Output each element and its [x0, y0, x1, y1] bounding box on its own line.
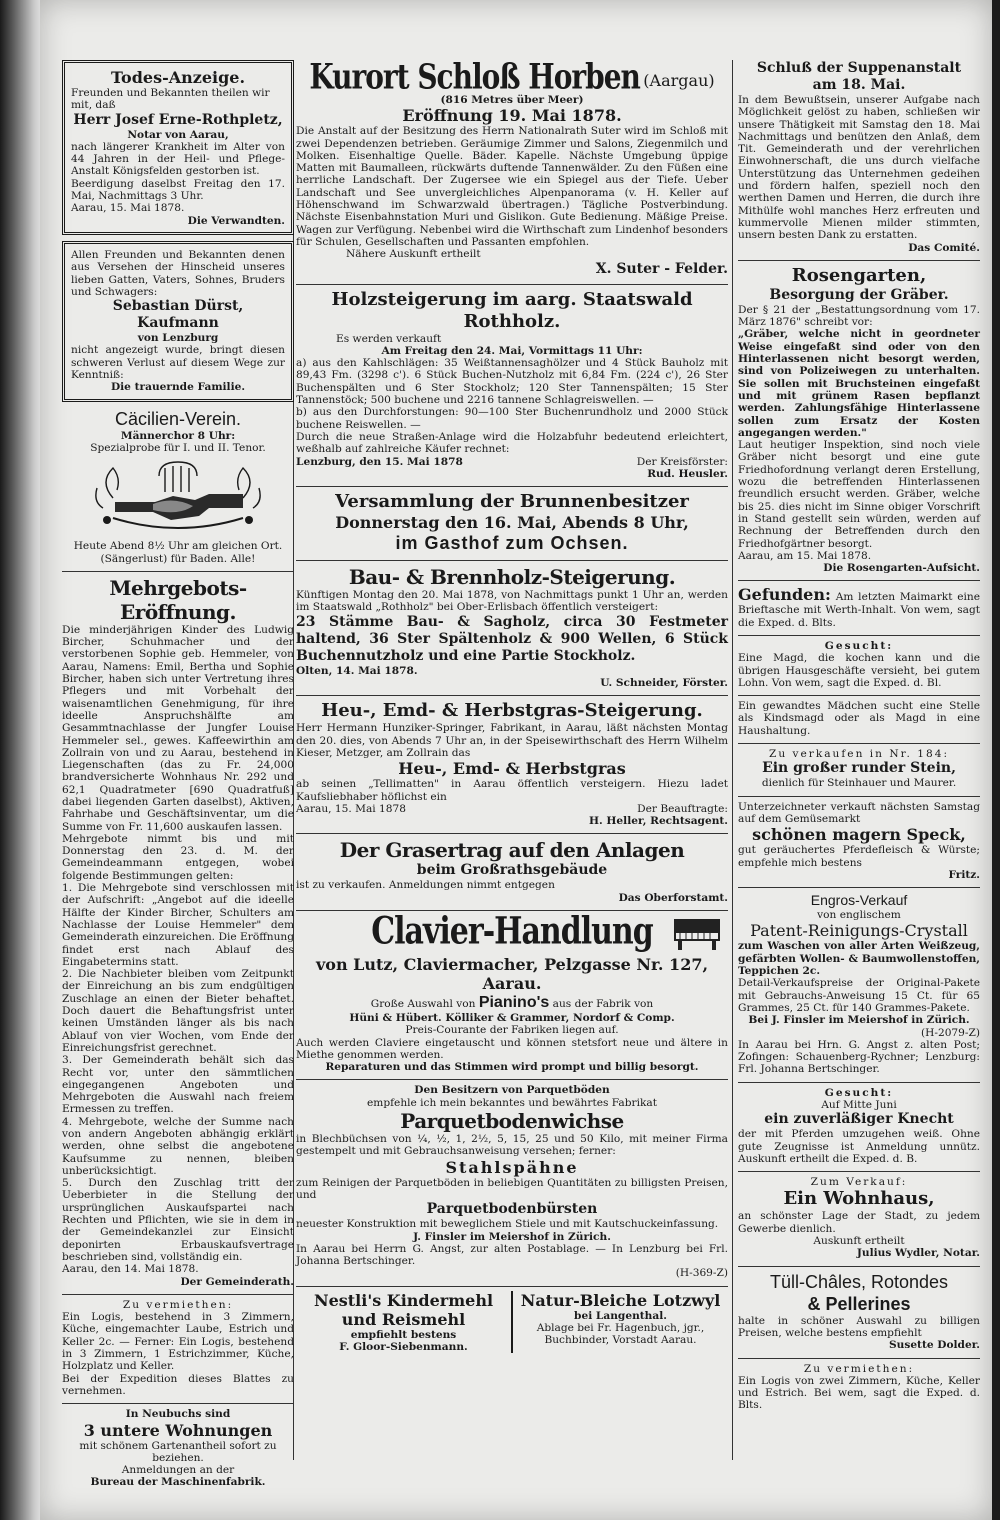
ad-signature: X. Suter - Felder.	[595, 260, 728, 277]
ad-text: Bei der Expedition dieses Blattes zu vernehmen.	[62, 1372, 294, 1397]
ad-signature: Bureau der Maschinenfabrik.	[90, 1476, 266, 1489]
ad-signature: J. Finsler im Meiershof in Zürich.	[413, 1230, 611, 1243]
divider	[62, 1294, 294, 1295]
ad-text: Große Auswahl von	[370, 997, 476, 1010]
ad-holzsteigerung	[296, 289, 728, 481]
ad-title: Holzsteigerung im aarg. Staatswald Rothholz.	[331, 288, 693, 332]
column-right	[738, 60, 980, 1418]
ad-text: Notar von Aarau,	[127, 128, 229, 141]
ad-text: In Aarau bei Hrn. G. Angst z. alten Post; Zofingen: Schauenberg-Rychner; Lenzburg: Frl. Johanna Bertschinger.	[738, 1038, 980, 1076]
ad-text: nicht angezeigt wurde, bringt diesen schweren Verlust auf diesem Wege zur Kenntniß:	[71, 344, 285, 382]
ad-gesucht-magd	[738, 640, 980, 689]
ad-text: Mehrgebote nimmt bis und mit Donnerstag den 23. d. M. der Gemeindeammann entgegen, wobei folgende Bestimmungen gelten:	[62, 832, 294, 882]
ad-text: an schönster Lage der Stadt, zu jedem Gewerbe dienlich.	[738, 1210, 980, 1235]
ad-wohnhaus	[738, 1176, 980, 1259]
ad-text: von englischem	[817, 909, 901, 922]
divider	[296, 695, 728, 696]
ad-rosengarten	[738, 265, 980, 575]
divider	[296, 1286, 728, 1287]
ad-text: Bei J. Finsler im Meiershof in Zürich.	[748, 1014, 970, 1027]
ad-text: Preis-Courante der Fabriken liegen auf.	[405, 1024, 619, 1037]
ad-subtitle: von Lutz, Claviermacher, Pelzgasse Nr. 127, Aarau.	[315, 954, 709, 993]
ad-title: Versammlung der Brunnenbesitzer	[335, 491, 689, 513]
ad-signature: Julius Wydler, Notar.	[856, 1247, 980, 1260]
handshake-lyre-emblem-icon	[93, 458, 263, 536]
divider	[62, 1403, 294, 1404]
ad-text: Anmeldungen an der	[121, 1464, 235, 1477]
ad-text: Den Besitzern von Parquetböden	[414, 1084, 610, 1097]
ad-text: Der Kreisförster:	[636, 455, 728, 468]
ad-text: in Blechbüchsen von ¼, ½, 1, 2½, 5, 15, 25 und 50 Kilo, mit meiner Firma gestempelt und mit Gebrauchsanweisung versehen; ferner:	[296, 1133, 728, 1158]
ad-signature: Die Rosengarten-Aufsicht.	[823, 562, 980, 575]
ad-signature: Das Oberforstamt.	[618, 891, 728, 904]
ad-text: von Lenzburg	[137, 332, 219, 345]
ad-kurort	[296, 55, 728, 278]
ad-title: Ein großer runder Stein,	[762, 760, 956, 777]
ad-subtitle: Stahlspähne	[445, 1157, 579, 1177]
ad-subtitle: ein zuverläßiger Knecht	[764, 1111, 954, 1128]
divider	[296, 833, 728, 834]
ad-text: Eine Magd, die kochen kann und die übrigen Hausgeschäfte versieht, bei gutem Lohn. Von wem, sagt die Exped. d. Bl.	[738, 652, 980, 689]
ad-text: 4. Mehrgebote, welche der Summe nach von andern Angeboten abhängig erklärt werden, ohne selbst die angebotene Kaufsumme zu nennen, bleiben unberücksichtigt.	[62, 1115, 294, 1177]
divider	[738, 1266, 980, 1267]
ad-bau-brennholz	[296, 565, 728, 689]
ad-signature: Rud. Heusler.	[647, 467, 728, 480]
ad-title: Schluß der Suppenanstalt	[756, 60, 962, 76]
ad-nestle	[296, 1291, 511, 1354]
ad-grasertrag	[296, 838, 728, 904]
ad-subtitle: Patent-Reinigungs-Crystall	[750, 921, 968, 941]
ad-highlight: Pianino's	[478, 993, 550, 1011]
ad-mehrgebot	[62, 576, 294, 1288]
ad-title: Natur-Bleiche Lotzwyl	[520, 1290, 721, 1310]
ad-text: Auf Mitte Juni	[821, 1099, 897, 1111]
ad-text: Ablage bei Fr. Hagenbuch, jgr., Buchbinder, Vorstadt Aarau.	[536, 1322, 705, 1347]
ad-text: Auskunft ertheilt	[813, 1235, 905, 1248]
divider	[738, 635, 980, 636]
ad-title: Zu vermiethen:	[803, 1362, 915, 1375]
ad-heu	[296, 700, 728, 827]
divider	[296, 560, 728, 561]
ad-subtitle: am 18. Mai.	[812, 77, 906, 93]
ad-text: dienlich für Steinhauer und Maurer.	[761, 777, 957, 790]
ad-text: 3. Der Gemeinderath behält sich das Recht vor, unter den sämmtlichen eingegangenen Angeboten und Mehrgeboten die Auswahl nach freiem Ermessen zu treffen.	[62, 1054, 294, 1116]
ad-suppenanstalt	[738, 60, 980, 254]
divider	[738, 743, 980, 744]
ad-row-bottom	[296, 1291, 728, 1360]
divider	[738, 1082, 980, 1083]
ad-text: 1. Die Mehrgebote sind verschlossen mit der Aufschrift: „Angebot auf die ideelle Hälfte der Kinder Bircher, Schulters am Nachlasse der Louise Hemmeler" dem Gemeinderath einzureichen. Die Eröffnung findet erst nach Ablauf des Eingabetermins statt.	[62, 882, 294, 968]
ad-text: der mit Pferden umzugehen weiß. Ohne gute Zeugnisse ist Anmeldung unnütz. Auskunft ertheilt die Exped. d. B.	[738, 1128, 980, 1165]
ad-text: Beerdigung daselbst Freitag den 17. Mai, Nachmittags 3 Uhr.	[71, 177, 285, 203]
ad-title: Tüll-Châles, Rotondes	[769, 1271, 949, 1292]
ad-engros	[738, 892, 980, 1076]
ad-title: Clavier-Handlung	[371, 909, 653, 954]
ad-title: Ein Wohnhaus,	[783, 1188, 935, 1210]
ad-title: Der Grasertrag auf den Anlagen	[339, 838, 685, 863]
ad-text: Reparaturen und das Stimmen wird prompt und billig besorgt.	[325, 1061, 699, 1074]
ad-title: Mehrgebots-Eröffnung.	[109, 575, 247, 624]
ad-text: Am letzten Maimarkt eine Brieftasche mit Werth-Inhalt. Von wem, sagt die Exped. d. Blts.	[738, 591, 981, 629]
ad-duerst	[62, 241, 294, 402]
ad-text: Unterzeichneter verkauft nächsten Samstag auf dem Gemüsemarkt	[738, 800, 980, 825]
ad-date: Aarau, am 15. Mai 1878.	[738, 549, 872, 562]
ad-date: Aarau, den 14. Mai 1878.	[62, 1263, 199, 1276]
ad-text: Es werden verkauft	[336, 332, 442, 345]
ad-subtitle: Eröffnung 19. Mai 1878.	[402, 106, 622, 126]
ad-signature: Der Gemeinderath.	[180, 1275, 294, 1288]
divider	[738, 796, 980, 797]
page-edge	[992, 0, 1000, 1520]
ad-text: In Neubuchs sind	[125, 1408, 231, 1421]
ad-text: Zu verkaufen in Nr. 184:	[768, 748, 950, 761]
ad-text: a) aus den Kahlschlägen: 35 Weißtannensaghölzer und 4 Stück Bauholz mit 89,43 Fm. (3298 c'). 6 Stück Buchen-Nutzholz mit 6,84 Fm. (224 c'), 26 Ster Buchenspälten und 6 Ster Stockholz; 120 Ster Tannenspälten; 15 Ster Tannenstöck; 500 buchene und 2216 tannene Schlagreiswellen. —	[296, 357, 728, 407]
ad-text: Am Freitag den 24. Mai, Vormittags 11 Uhr:	[381, 344, 643, 357]
ad-signature: Fritz.	[948, 868, 980, 881]
ad-text: In Aarau bei Herrn G. Angst, zur alten Postablage. — In Lenzburg bei Frl. Johanna Bertschinger.	[296, 1242, 728, 1268]
ad-quote: „Gräber, welche nicht in geordneter Weise eingefaßt sind oder von den Hinterlassenen nicht besorgt werden, sind von Polizeiwegen zu unterhalten. Sie sollen mit Bruchsteinen eingefaßt und mit grünem Rasen bepflanzt werden. Zahlungsfähige Hinterlassene sollen zum Ersatz der Kosten angegangen werden."	[738, 328, 980, 439]
ad-vermieten-1	[62, 1299, 294, 1397]
ad-text: Heute Abend 8½ Uhr am gleichen Ort. (Sängerlust) für Baden. Alle!	[73, 540, 283, 565]
ad-text: 5. Durch den Zuschlag tritt der Ueberbieter in die Stellung der ursprünglichen Auskaufspartei nach Rechten und Pflichten, wie sie in dem in der Gemeindekanzlei zur Einsicht deponirten Erbauskaufsvertrage beschrieben sind, vollständig ein.	[62, 1177, 294, 1263]
ad-text: Ein Logis, bestehend in 3 Zimmern, Küche, eingemachter Laube, Estrich und Keller 2c. — Ferner: Ein Logis, bestehend in 3 Zimmern, 1 Estrichzimmer, Küche, Holzplatz und Keller.	[62, 1311, 294, 1373]
ad-date: Lenzburg, den 15. Mai 1878	[296, 455, 463, 468]
ad-text: Künftigen Montag den 20. Mai 1878, von Nachmittags punkt 1 Uhr an, werden im Staatswald „Rothholz" bei Ober-Erlisbach öffentlich versteigert:	[296, 589, 728, 614]
ad-text: zum Reinigen der Parquetböden in beliebigen Quantitäten zu billigsten Preisen, und	[296, 1176, 728, 1201]
ad-title: Engros-Verkauf	[810, 892, 908, 909]
divider	[738, 1358, 980, 1359]
ad-subtitle: Heu-, Emd- & Herbstgras	[398, 759, 626, 779]
ad-title: Todes-Anzeige.	[110, 68, 246, 87]
ad-title: Gefunden:	[738, 585, 831, 605]
ad-signature: Die trauernde Familie.	[110, 381, 246, 394]
ad-text: Auch werden Claviere eingetauscht und können stetsfort neue und ältere in Miethe genommen werden.	[296, 1036, 728, 1061]
ad-text: Die Anstalt auf der Besitzung des Herrn Nationalrath Suter wird im Schloß mit zwei Dependenzen betrieben. Geräumige Zimmer und Salons, Ziegenmilch und Molken. Eisenhaltige Quelle. Bäder. Kapelle. Nächste Umgebung üppige Matten mit Baumalleen, rückwärts duftende Tannenwälder. Zu den Füßen eine herrliche Landschaft. Der Zugersee wie ein Spiegel aus der Tiefe. Ueber Landschaft und See unvergleichliches Alpenpanorama (v. H. Keller auf Höhenschwand im Schwarzwald übertragen.) Tägliche Postverbindung. Nächste Eisenbahnstation Muri und Gislikon. Gute Bedienung. Mäßige Preise. Wagen zur Verfügung. Nebenbei wird die Wirthschaft zum Lindenhof besonders für Schulen, Gesellschaften und Passanten empfohlen.	[296, 125, 728, 248]
ad-text: halte in schöner Auswahl zu billigen Preisen, welche bestens empfiehlt	[738, 1314, 980, 1339]
ad-title: Bau- & Brennholz-Steigerung.	[348, 565, 676, 590]
ad-text: gut geräuchertes Pferdefleisch & Würste; empfehle mich bestens	[738, 844, 980, 869]
ad-speck	[738, 801, 980, 881]
deceased-name: Herr Josef Erne-Rothpletz,	[73, 111, 283, 128]
ad-subtitle: beim Großrathsgebäude	[416, 862, 608, 879]
ad-text: ist zu verkaufen. Anmeldungen nimmt entgegen	[296, 879, 555, 892]
ad-text: (H-2079-Z)	[921, 1026, 980, 1039]
ad-title: Gesucht:	[824, 639, 894, 652]
ad-parquet	[296, 1084, 728, 1279]
ad-text: Nähere Auskunft ertheilt	[346, 248, 481, 261]
ad-text: aus der Fabrik von	[552, 997, 654, 1010]
divider	[738, 695, 980, 696]
ad-subtitle: Parquetbodenbürsten	[426, 1201, 598, 1218]
ad-maedchen	[738, 700, 980, 737]
ad-text: Männerchor 8 Uhr:	[120, 429, 236, 442]
ad-text: empfehle ich mein bekanntes und bewährtes Fabrikat	[367, 1096, 657, 1109]
ad-text: Zum Verkauf:	[810, 1176, 908, 1189]
ad-title: Kurort Schloß Horben	[309, 55, 640, 97]
divider	[62, 571, 294, 572]
ad-title: 3 untere Wohnungen	[83, 1420, 273, 1440]
ad-text: Ein gewandtes Mädchen sucht eine Stelle als Kindsmagd oder als Magd in eine Haushaltung.	[738, 700, 980, 737]
ad-text: (816 Metres über Meer)	[440, 94, 584, 106]
column-middle	[296, 55, 728, 1359]
ad-title: & Pellerines	[807, 1293, 911, 1314]
ad-text: Laut heutiger Inspektion, sind noch viele Gräber nicht besorgt und eine gute Friedhofordnung verlangt deren Erstellung, wozu die betreffenden Hinterlassenen freundlich ersucht werden. Gräber, welche bis 25. dies nicht im Sinne obiger Vorschrift in Stand gestellt sein würden, werden auf Rechnung der Betreffenden durch den Friedhofgärtner besorgt.	[738, 439, 980, 550]
ad-title: Gesucht:	[824, 1086, 894, 1099]
ad-text: neuester Konstruktion mit beweglichem Stiele und mit Kautschuckeinfassung.	[296, 1218, 719, 1231]
ad-text: Hüni & Hübert. Kölliker & Grammer, Nordorf & Comp.	[349, 1011, 675, 1024]
ad-title: schönen magern Speck,	[752, 825, 966, 845]
ad-text: 2. Die Nachbieter bleiben vom Zeitpunkt der Einreichung an bis zum endgültigen Zuschlage an einen der Bieter behaftet. Doch dauert die Behaftungsfrist unter keinen Umständen länger als bis nach Ablauf von vier Wochen, vom Ende der Einreichungsfrist gerechnet.	[62, 968, 294, 1054]
newspaper-page	[40, 0, 992, 1520]
ad-text: Die minderjährigen Kinder des Ludwig Bircher, Schuhmacher und der verstorbenen Sophie geb. Hemmeler, von Aarau, Namens: Emil, Bertha und Sophie Bircher, haben sich unter Vertretung ihres Pflegers und mit Vorbehalt der waisenamtlichen Genehmigung, für ihre ideelle Anspruchshälfte am Gesammtnachlasse der Jungfer Louise Hemmeler sel., gewes. Kaffeewirthin am Zollrain von und zu Aarau, bestehend in Liegenschaften (das zu Fr. 24,000 brandversicherte Wohnhaus Nr. 292 und 62,1 Quadratmeter [690 Quadratfuß] dabei liegenden Garten daselbst), Aktiven, Fahrhabe und Geschäftsinventar, um die Summe von Fr. 11,600 auskaufen lassen.	[62, 623, 294, 833]
ad-knecht	[738, 1087, 980, 1165]
ad-text: ab seinen „Tellimatten" in Aarau öffentlich versteigern. Hiezu ladet Kaufsliebhaber höflichst ein	[296, 778, 728, 803]
ad-text: In dem Bewußtsein, unserer Aufgabe nach Möglichkeit gelöst zu haben, schließen wir unsere Thätigkeit mit Samstag den 18. Mai Nachmittags und benützen den Anlaß, dem Tit. Gemeinderath und der verehrlichen Einwohnerschaft, die uns durch vielfache Unterstützung das Unternehmen gedeihen und fördern halfen, speziell noch den werthen Damen und Herren, die durch ihre Mithülfe wohl manches Herz erfreuten und kummervolle Mienen milder stimmten, unsern besten Dank zu erstatten.	[738, 94, 980, 242]
ad-vermieten-2	[738, 1363, 980, 1412]
ad-date: Aarau, 15. Mai 1878.	[71, 202, 185, 215]
ad-stein	[738, 748, 980, 790]
ad-title: Parquetbodenwichse	[400, 1109, 624, 1134]
ad-text: (Aargau)	[643, 71, 715, 90]
ad-text: Ein Logis von zwei Zimmern, Küche, Keller und Estrich. Bei wem, sagt die Exped. d. Blts.	[738, 1374, 980, 1412]
ad-date: Olten, 14. Mai 1878.	[296, 664, 418, 677]
book-spine	[0, 0, 40, 1520]
ad-signature: F. Gloor-Siebenmann.	[339, 1341, 468, 1354]
ad-text: mit schönem Gartenantheil sofort zu beziehen.	[79, 1439, 277, 1464]
ad-text: Herr Hermann Hunziker-Springer, Fabrikant, in Aarau, läßt nächsten Montag den 20. dies, von Abends 7 Uhr an, in der Speisewirthschaft des Herrn Wilhelm Kieser, Metzger, am Zollrain das	[296, 722, 728, 759]
ad-title: Cäcilien-Verein.	[114, 408, 242, 429]
divider	[296, 1079, 728, 1080]
ad-signature: Die Verwandten.	[187, 214, 285, 227]
ad-subtitle: im Gasthof zum Ochsen.	[395, 533, 629, 554]
ad-bleiche	[511, 1291, 728, 1354]
ad-signature: U. Schneider, Förster.	[600, 677, 728, 690]
ad-todes-anzeige	[62, 60, 294, 235]
ad-text: nach längerer Krankheit im Alter von 44 Jahren in der Heil- und Pflege-Anstalt Königsfelden gestorben ist.	[71, 140, 285, 178]
ad-neubuch	[62, 1408, 294, 1488]
ad-text: Detail-Verkaufspreise der Original-Pakete mit Gebrauchs-Anweisung 15 Ct. für 65 Grammes, 25 Ct. für 140 Grammes-Pakete.	[738, 977, 980, 1014]
divider	[296, 284, 728, 285]
ad-text: Allen Freunden und Bekannten denen aus Versehen der Hinscheid unseres lieben Gatten, Vaters, Sohnes, Bruders und Schwagers:	[71, 248, 285, 298]
ad-brunnen	[296, 491, 728, 554]
ad-date: Aarau, 15. Mai 1878	[296, 802, 406, 815]
ad-signature: Susette Dolder.	[889, 1339, 980, 1352]
divider	[738, 580, 980, 581]
divider	[296, 486, 728, 487]
ad-text: b) aus den Durchforstungen: 90—100 Ster Buchenrundholz und 2000 Stück buchene Reiswellen. —	[296, 406, 728, 431]
ad-caecilien	[62, 408, 294, 565]
ad-title: Nestli's Kindermehl und Reismehl	[313, 1290, 494, 1329]
ad-gefunden	[738, 585, 980, 629]
ad-text: (H-369-Z)	[675, 1267, 728, 1280]
deceased-name: Sebastian Dürst, Kaufmann	[112, 298, 244, 332]
ad-text: Durch die neue Straßen-Anlage wird die Holzabfuhr bedeutend erleichtert, weßhalb auf zahlreiche Käufer rechnet:	[296, 430, 728, 456]
ad-text: bei Langenthal.	[574, 1309, 667, 1322]
ad-text: 23 Stämme Bau- & Sagholz, circa 30 Festmeter haltend, 36 Ster Spältenholz & 900 Wellen, 6 Stück Buchennutzholz und eine Partie Stockholz.	[296, 613, 728, 664]
ad-signature: Das Comité.	[908, 241, 980, 254]
ad-text: empfiehlt bestens	[350, 1328, 457, 1341]
ad-title: Rosengarten,	[791, 264, 927, 286]
ad-text: zum Waschen von aller Arten Weißzeug, gefärbten Wollen- & Baumwollenstoffen, Teppichen 2c.	[738, 940, 980, 978]
column-left	[62, 60, 294, 1495]
ad-text: Der Beauftragte:	[637, 802, 728, 815]
ad-text: Freunden und Bekannten theilen wir mit, daß	[71, 87, 270, 112]
ad-title: Zu vermiethen:	[122, 1298, 234, 1311]
ad-text: Der § 21 der „Bestattungsordnung vom 17. März 1876" schreibt vor:	[738, 303, 980, 329]
ad-title: Heu-, Emd- & Herbstgras-Steigerung.	[321, 700, 703, 722]
ad-subtitle: Besorgung der Gräber.	[769, 286, 949, 303]
column-rule	[732, 60, 733, 1460]
ad-signature: H. Heller, Rechtsagent.	[589, 815, 728, 828]
ad-text: Spezialprobe für I. und II. Tenor.	[90, 441, 266, 454]
ad-tuell	[738, 1271, 980, 1352]
divider	[738, 887, 980, 888]
divider	[738, 1171, 980, 1172]
ad-clavier	[296, 909, 728, 1074]
ad-subtitle: Donnerstag den 16. Mai, Abends 8 Uhr,	[335, 513, 689, 533]
divider	[738, 260, 980, 261]
